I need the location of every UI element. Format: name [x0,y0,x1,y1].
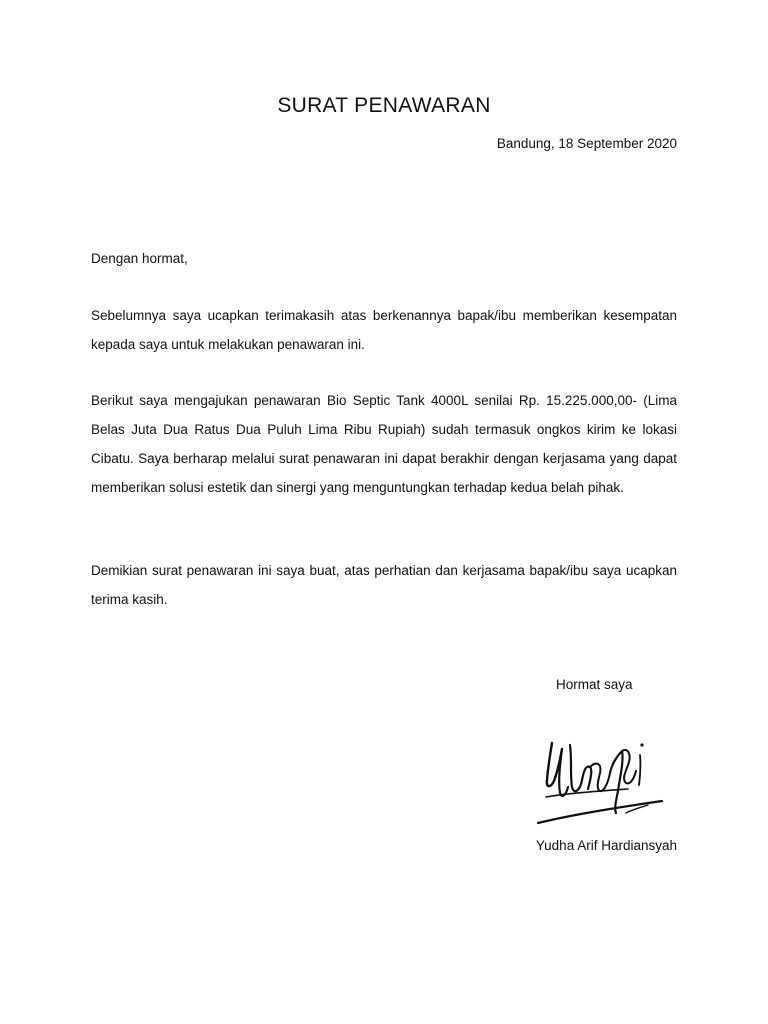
place-date: Bandung, 18 September 2020 [496,136,677,151]
salutation: Dengan hormat, [91,251,188,266]
paragraph-closing: Demikian surat penawaran ini saya buat, atas perhatian dan kerjasama bapak/ibu saya ucapkan terima kasih. [91,563,677,607]
signature-image [530,725,670,835]
signer-name: Yudha Arif Hardiansyah [535,838,677,853]
paragraph-thanks: Sebelumnya saya ucapkan terimakasih atas berkenannya bapak/ibu memberikan kesempatan kepada saya untuk melakukan penawaran ini. [91,308,677,352]
paragraph-offer: Berikut saya mengajukan penawaran Bio Septic Tank 4000L senilai Rp. 15.225.000,00- (Lima Belas Juta Dua Ratus Dua Puluh Lima Ribu Rupiah) sudah termasuk ongkos kirim ke lokasi Cibatu. Saya berharap melalui surat penawaran ini dapat berakhir dengan kerjasama yang dapat memberikan solusi estetik dan sinergi yang menguntungkan terhadap kedua belah pihak. [91,393,677,495]
closing-phrase: Hormat saya [556,677,633,692]
letter-title: SURAT PENAWARAN [277,94,491,117]
